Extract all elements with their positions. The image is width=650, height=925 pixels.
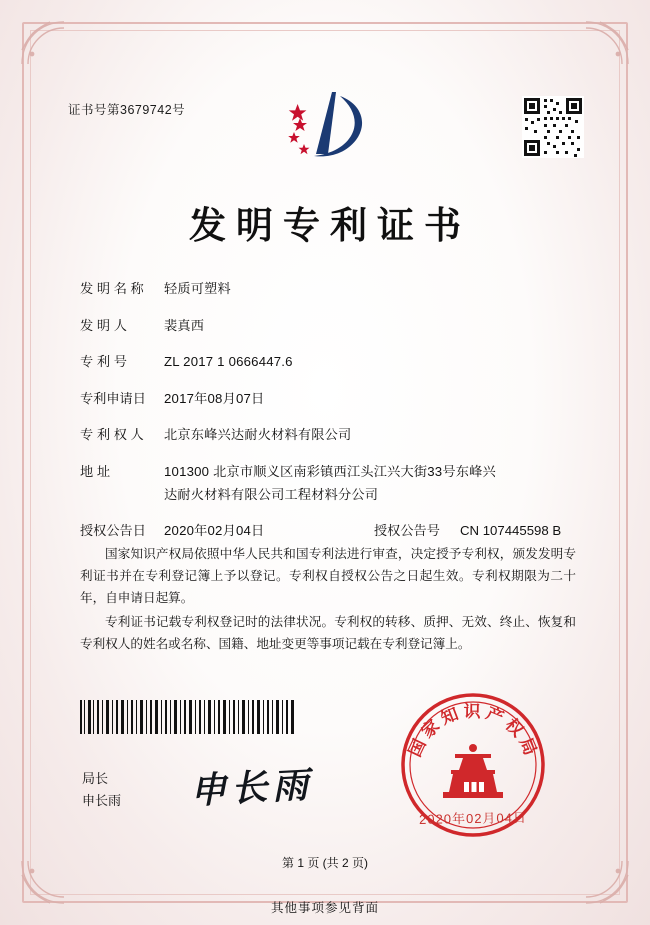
- handwritten-signature: 申长雨: [189, 763, 315, 813]
- field-label-2: 授权公告号: [374, 523, 440, 538]
- field-label: 发 明 人: [80, 317, 127, 333]
- field-row-address: [80, 461, 580, 480]
- field-value-address-line2: 达耐火材料有限公司工程材料分公司: [164, 486, 379, 502]
- patent-office-logo-icon: [270, 88, 380, 170]
- certificate-number: 证书号第3679742号: [68, 103, 186, 117]
- seal-date: 2020年02月04日: [418, 810, 528, 827]
- field-row-grant-publication: [80, 520, 580, 539]
- field-label: 专 利 号: [80, 354, 127, 369]
- director-title-label: 局长: [82, 771, 109, 786]
- field-label: 地 址: [80, 463, 111, 479]
- corner-ornament-icon: [20, 20, 66, 66]
- barcode: [80, 700, 295, 738]
- field-label: 专 利 权 人: [80, 427, 144, 442]
- director-name-label: 申长雨: [82, 793, 122, 808]
- field-list: [80, 278, 580, 557]
- field-value: 轻质可塑料: [164, 281, 231, 296]
- field-value-2: CN 107445598 B: [460, 523, 562, 538]
- field-label: 专利申请日: [80, 390, 146, 406]
- paragraph-registry-statement: 专利证书记载专利权登记时的法律状况。专利权的转移、质押、无效、终止、恢复和专利权人的姓名或名称、国籍、地址变更等事项记载在专利登记簿上。: [80, 615, 576, 651]
- footer-note: 其他事项参见背面: [270, 901, 379, 915]
- field-value: ZL 2017 1 0666447.6: [164, 354, 293, 369]
- field-label: 授权公告日: [80, 523, 146, 538]
- signature-labels: [82, 768, 121, 812]
- field-value: 2020年02月04日: [164, 523, 265, 538]
- field-row-inventor: [80, 315, 580, 334]
- field-value: 101300 北京市顺义区南彩镇西江头江兴大街33号东峰兴: [164, 463, 496, 479]
- field-label: 发 明 名 称: [80, 281, 144, 296]
- field-row-invention-name: [80, 278, 580, 297]
- svg-text:国家知识产权局: 国家知识产权局: [405, 701, 542, 763]
- paragraph-grant-statement: 国家知识产权局依照中华人民共和国专利法进行审查，决定授予专利权，颁发发明专利证书并在专利登记簿上予以登记。专利权自授权公告之日起生效。专利权期限为二十年，自申请日起算。: [80, 547, 576, 605]
- field-value: 裴真西: [164, 317, 205, 333]
- qr-code: [522, 96, 584, 158]
- field-row-patent-number: [80, 351, 580, 370]
- field-value: 北京东峰兴达耐火材料有限公司: [164, 427, 352, 442]
- corner-ornament-icon: [584, 20, 630, 66]
- field-row-patentee: [80, 424, 580, 443]
- field-row-application-date: [80, 388, 580, 407]
- page-number: 第 1 页 (共 2 页): [281, 856, 368, 870]
- field-value: 2017年08月07日: [164, 390, 265, 406]
- page-title: 发明专利证书: [189, 203, 471, 247]
